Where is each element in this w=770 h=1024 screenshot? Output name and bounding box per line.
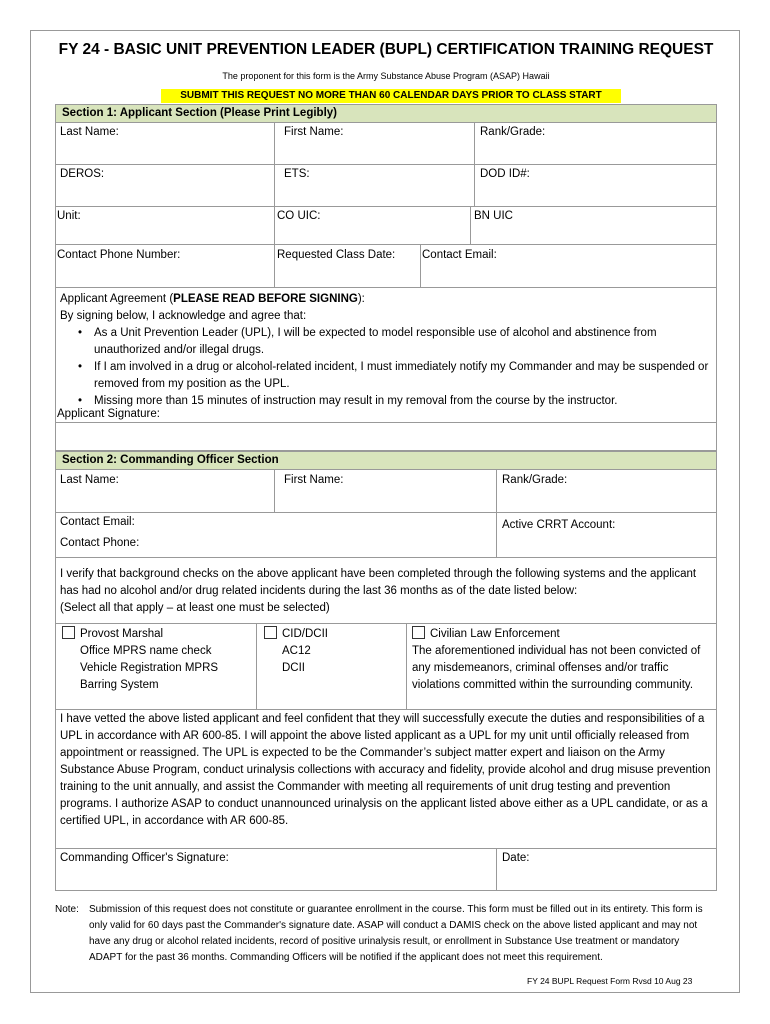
co-signature-label: Commanding Officer's Signature: — [60, 852, 229, 864]
form-revision-id: FY 24 BUPL Request Form Rvsd 10 Aug 23 — [527, 976, 693, 986]
form-page — [30, 30, 740, 993]
cid-dcii-checkbox[interactable] — [264, 626, 277, 639]
agreement-item: • Missing more than 15 minutes of instruction may result in my removal from the course by the instructor. — [60, 393, 714, 410]
agreement-intro: By signing below, I acknowledge and agree that: — [60, 310, 307, 322]
section1-heading: Section 1: Applicant Section (Please Print Legibly) — [56, 105, 716, 123]
form-title: FY 24 - BASIC UNIT PREVENTION LEADER (BUPL) CERTIFICATION TRAINING REQUEST — [58, 41, 714, 58]
applicant-agreement: Applicant Agreement (PLEASE READ BEFORE SIGNING): By signing below, I acknowledge and agree that: • As a Unit Prevention Leader (UPL), I will be expected to model responsible use of alcohol and abstinence from unauthorized and/or illegal drugs. • If I am involved in a drug or alcohol-related incident, I must immediately notify my Commander and may be suspended or removed from my position as the UPL. • Missing more than 15 minutes of instruction may result in my removal from the course by the instructor. — [60, 291, 714, 410]
requested-class-date-label: Requested Class Date: — [277, 249, 396, 261]
ets-label: ETS: — [284, 168, 310, 180]
applicant-signature-label: Applicant Signature: — [57, 408, 160, 420]
dod-id-label: DOD ID#: — [480, 168, 530, 180]
applicant-first-name-label: First Name: — [284, 126, 344, 138]
applicant-rank-label: Rank/Grade: — [480, 126, 546, 138]
applicant-last-name-label: Last Name: — [60, 126, 119, 138]
civilian-law-option: Civilian Law Enforcement The aforementioned individual has not been convicted of any misdemeanors, criminal offenses and/or traffic violations committed within the surrounding community. — [412, 628, 701, 691]
co-uic-label: CO UIC: — [277, 210, 321, 222]
agreement-item: • As a Unit Prevention Leader (UPL), I will be expected to model responsible use of alcohol and abstinence from unauthorized and/or illegal drugs. — [60, 325, 714, 359]
agreement-item: • If I am involved in a drug or alcohol-related incident, I must immediately notify my Commander and may be suspended or removed from my position as the UPL. — [60, 359, 714, 393]
section2-box — [55, 451, 717, 891]
cid-dcii-option: CID/DCII AC12 DCII — [264, 626, 404, 677]
co-contact-phone-label: Contact Phone: — [60, 537, 140, 549]
section1-box — [55, 104, 717, 451]
vetting-statement: I have vetted the above listed applicant and feel confident that they will successfully execute the duties and responsibilities of a UPL in accordance with AR 600-85. I will appoint the above listed applicant as a UPL for my unit until officially released from appointment or reassigned. The UPL is expected to be the Commander’s subject matter expert and liaison on the Army Substance Abuse Program, conduct urinalysis collections with accuracy and fidelity, provide alcohol and drug misuse prevention training to the unit annually, and assist the Commander with meeting all requirements of unit drug testing and prevention programs. I authorize ASAP to conduct unannounced urinalysis on the applicant listed above either as a UPL candidate, or as a certified UPL, in accordance with AR 600-85. — [60, 713, 711, 827]
contact-phone-label: Contact Phone Number: — [57, 249, 181, 261]
bn-uic-label: BN UIC — [474, 210, 513, 222]
footer-note-label: Note: — [55, 904, 79, 915]
submission-banner: SUBMIT THIS REQUEST NO MORE THAN 60 CALENDAR DAYS PRIOR TO CLASS START — [161, 89, 621, 103]
co-first-name-label: First Name: — [284, 474, 344, 486]
date-label: Date: — [502, 852, 530, 864]
provost-marshal-checkbox[interactable] — [62, 626, 75, 639]
deros-label: DEROS: — [60, 168, 105, 180]
unit-label: Unit: — [57, 210, 81, 222]
verification-statement: I verify that background checks on the above applicant have been completed through the following systems and the applicant has had no alcohol and/or drug related incidents during the last 36 months as of the date listed below: (Select all that apply – at least one must be selected) — [60, 568, 697, 614]
section2-heading: Section 2: Commanding Officer Section — [56, 452, 716, 470]
active-crrt-label: Active CRRT Account: — [502, 519, 616, 531]
proponent-line: The proponent for this form is the Army Substance Abuse Program (ASAP) Hawaii — [222, 71, 550, 81]
co-last-name-label: Last Name: — [60, 474, 119, 486]
provost-marshal-option: Provost Marshal Office MPRS name check Vehicle Registration MPRS Barring System — [62, 626, 242, 694]
contact-email-label: Contact Email: — [422, 249, 497, 261]
footer-note: Submission of this request does not constitute or guarantee enrollment in the course. This form must be filled out in its entirety. This form is only valid for 60 days past the Commander's signature date. ASAP will conduct a DAMIS check on the above listed applicant and may not have any drug or alcohol related incidents, record of positive urinalysis result, or enrollment in Substance Use treatment or mandatory ADAPT for the past 36 months. Commanding Officers will be notified if the applicant does not meet this requirement. — [89, 904, 703, 963]
civilian-law-checkbox[interactable] — [412, 626, 425, 639]
co-rank-label: Rank/Grade: — [502, 474, 568, 486]
co-contact-email-label: Contact Email: — [60, 516, 135, 528]
